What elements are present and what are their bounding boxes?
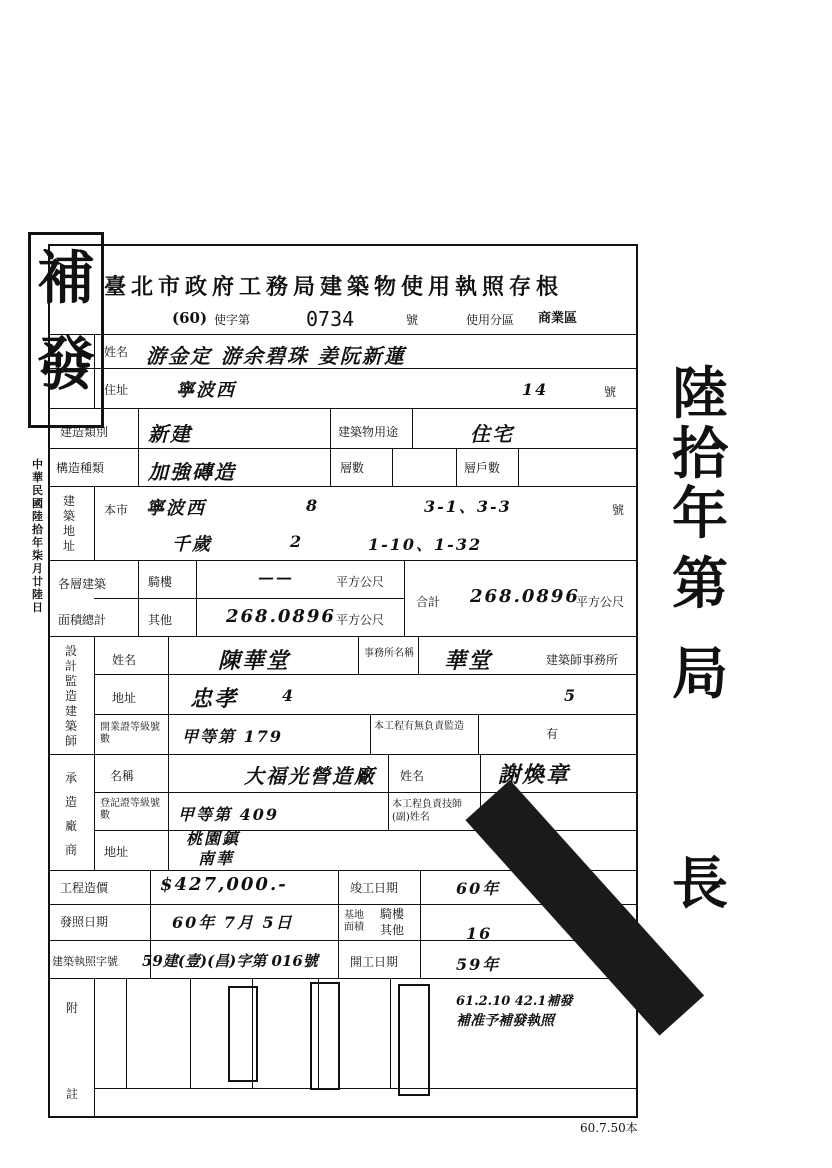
label-contractor-name: 名稱 [110,769,135,783]
cost-value: $427,000.- [160,874,288,895]
completion-value: 60年 [456,879,501,898]
designer-no: 5 [564,686,578,705]
label-building-use: 建築物用途 [338,425,399,439]
label-designer-reg: 開業證等級號數 [100,722,160,745]
owner-address-road: 寧波西 [176,380,236,401]
designer-resp: 有 [546,727,559,741]
designer-name: 陳華堂 [218,648,291,674]
site-lot-sec: 2 [290,532,304,551]
page-title: 臺北市政府工務局建築物使用執照存根 [104,274,564,300]
license-suffix: 號 [406,313,419,327]
base-area: 16 [466,924,493,943]
contractor-road: 南華 [198,849,235,868]
label-designer-office: 事務所名稱 [364,648,414,659]
label-base-area: 基地面積 [344,910,364,933]
label-issue-date: 發照日期 [60,915,109,929]
label-designer-addr: 地址 [112,691,137,705]
license-prefix: 使字第 [214,313,251,327]
label-designer-resp: 本工程有無負責監造 [374,721,464,732]
label-contractor-reg: 登記證等級號數 [100,798,160,821]
build-permit: 59建(壹)(昌)字第 016號 [142,952,318,970]
label-other: 其他 [148,613,173,627]
label-address: 住址 [104,383,129,397]
right-margin-char-2: 拾 [672,421,728,487]
contractor-person: 謝煥章 [498,762,571,788]
label-total: 合計 [416,595,441,609]
reissue-note: 61.2.10 42.1補發 [456,994,573,1009]
building-category: 新建 [148,422,192,446]
approval-stamp-2 [310,982,340,1090]
site-road: 寧波西 [146,498,206,519]
unit-hao-2: 號 [612,503,625,517]
label-appendix: 附 [66,1001,79,1015]
label-contractor-person: 姓名 [400,769,425,783]
license-form [48,244,638,1118]
building-use: 住宅 [470,422,514,446]
label-designer: 設計監造建築師 [64,644,77,748]
site-lot: 千歲 [172,534,212,555]
label-arcade-2: 騎樓 [380,907,405,921]
designer-road: 忠孝 [190,686,239,712]
label-households: 層戶數 [464,461,501,475]
site-alley: 3-1、3-3 [424,497,512,516]
right-margin-char-3: 年 [672,481,728,547]
site-lot-no: 1-10、1-32 [368,535,483,554]
sqm-1: 平方公尺 [336,575,385,589]
owner-names: 游金定 游余碧珠 姜阮新蓮 [146,344,406,368]
zone-label: 使用分區 [466,313,515,327]
right-margin-char-6: 長 [672,851,728,917]
right-margin-char-5: 局 [672,641,728,707]
stamp-char-1: 補 [36,244,95,312]
contractor-town: 桃園鎮 [186,829,241,848]
sqm-3: 平方公尺 [576,595,625,609]
label-building-category: 建造類別 [60,425,109,439]
label-cost: 工程造價 [60,881,109,895]
license-number: 0734 [306,307,355,331]
label-contractor-tech: 本工程負責技師(副)姓名 [392,799,462,823]
label-name: 姓名 [104,345,129,359]
reissue-note-2: 補准予補發執照 [456,1013,554,1029]
structure-type: 加強磚造 [148,460,236,484]
label-city: 本市 [104,503,129,517]
issue-date: 60年 7月 5日 [172,913,294,932]
approval-stamp-1 [228,986,258,1082]
stamp-char-2: 發 [36,330,95,398]
start-date: 59年 [456,955,501,974]
label-start-date: 開工日期 [350,955,399,969]
contractor-name: 大福光營造廠 [244,764,376,788]
designer-office-suffix: 建築師事務所 [546,653,619,667]
right-margin-char-1: 陸 [672,361,728,427]
label-arcade: 騎樓 [148,575,173,589]
label-contractor-addr: 地址 [104,845,129,859]
sqm-2: 平方公尺 [336,613,385,627]
approval-stamp-3 [398,984,430,1096]
contractor-reg: 甲等第 409 [178,805,279,824]
left-margin-date: 中華民國陸拾年柒月廿陸日 [32,458,43,614]
label-designer-name: 姓名 [112,653,137,667]
designer-sec: 4 [282,686,296,705]
label-other-2: 其他 [380,923,405,937]
print-footer: 60.7.50本 [580,1121,638,1135]
unit-hao: 號 [604,385,617,399]
license-year: (60) [172,309,208,327]
right-margin-char-4: 第 [672,551,728,617]
label-floor-area: 各層建築 [58,577,107,591]
label-contractor: 承造廠商 [64,771,77,857]
other-area: 268.0896 [226,606,336,627]
owner-address-no: 14 [522,380,549,399]
total-area: 268.0896 [470,586,580,607]
label-build-permit: 建築執照字號 [52,955,118,968]
label-floors: 層數 [340,461,365,475]
label-structure-type: 構造種類 [56,461,105,475]
label-area-total: 面積總計 [58,613,107,627]
site-sec: 8 [306,496,320,515]
label-completion: 竣工日期 [350,881,399,895]
label-notes: 註 [66,1087,79,1101]
designer-office: 華堂 [444,648,493,674]
arcade-area: —— [258,568,294,587]
designer-reg: 甲等第 179 [182,727,283,746]
label-site-address: 建築地址 [62,494,75,553]
zone-value: 商業區 [538,311,578,326]
